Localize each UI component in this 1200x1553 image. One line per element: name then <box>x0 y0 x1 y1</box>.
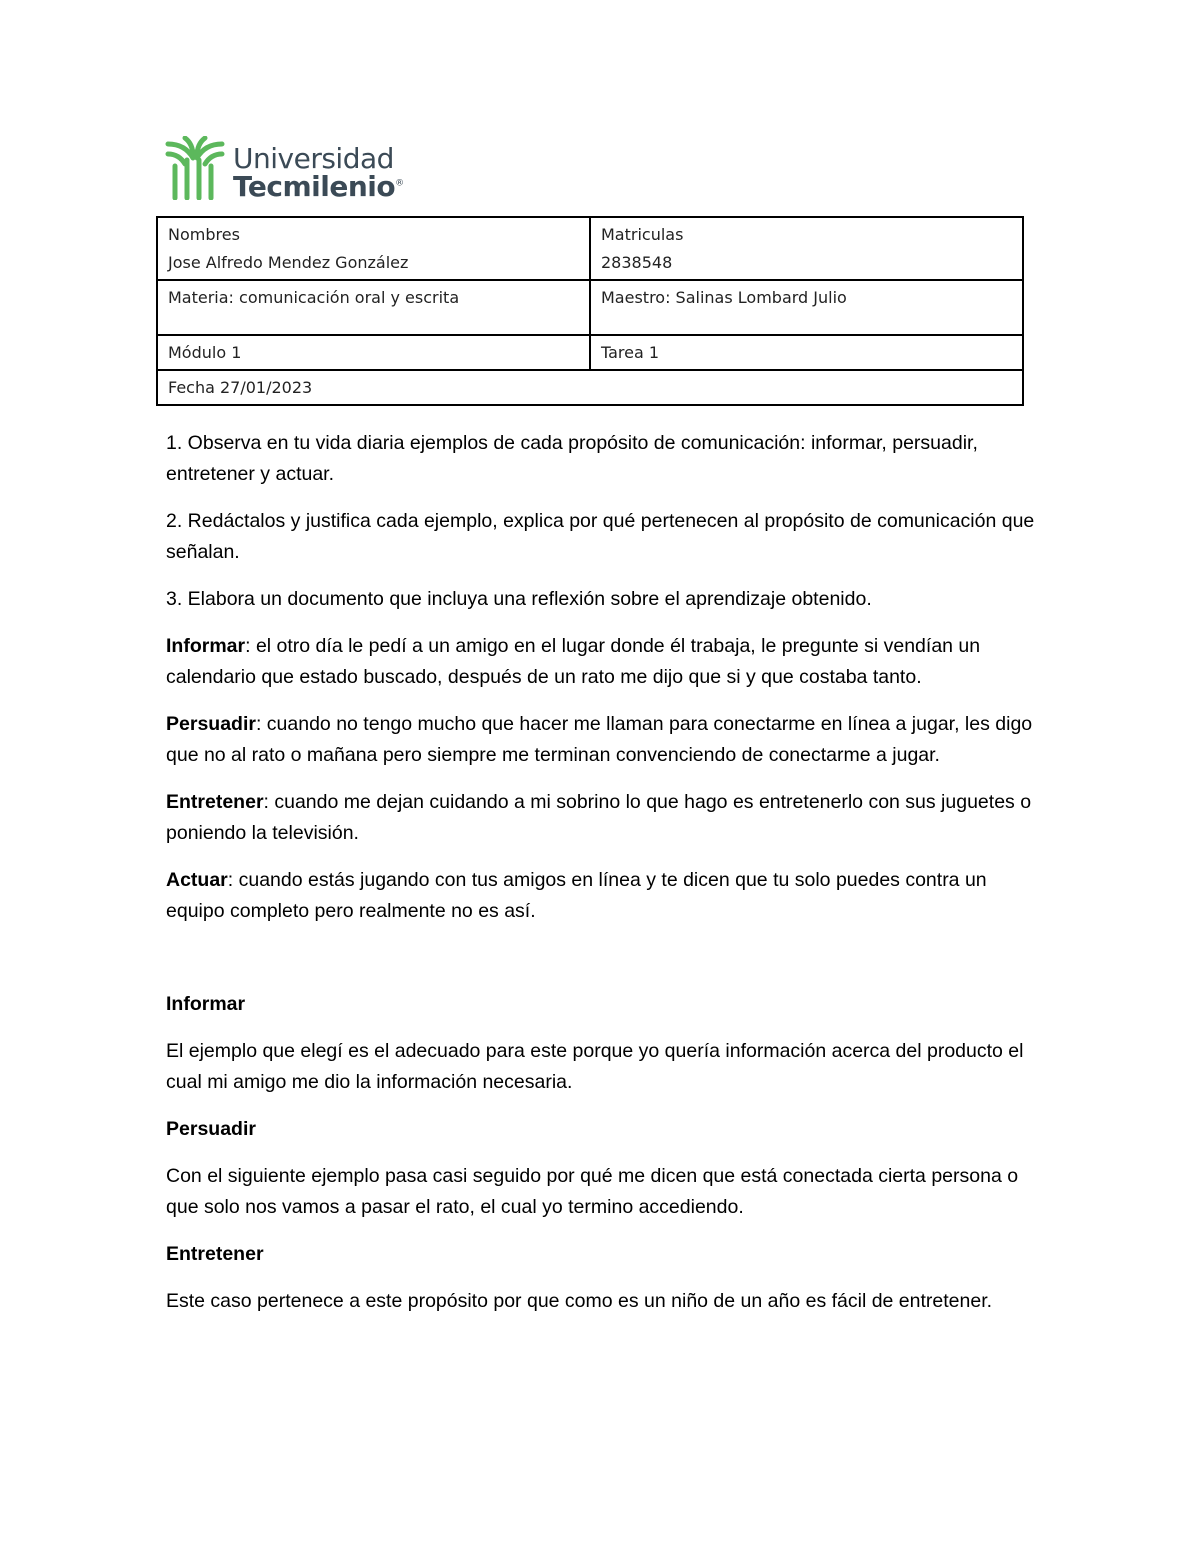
example-label: Entretener <box>166 791 264 813</box>
matriculas-cell <box>590 217 1023 280</box>
document-body <box>166 428 1046 1333</box>
instruction-1: 1. Observa en tu vida diaria ejemplos de cada propósito de comunicación: informar, persuadir, entretener y actuar. <box>166 432 978 485</box>
justification-heading: Persuadir <box>166 1118 256 1140</box>
nombres-label: Nombres <box>168 225 240 244</box>
student-info-table <box>156 216 1024 406</box>
modulo-cell: Módulo 1 <box>157 335 590 370</box>
example-text: : el otro día le pedí a un amigo en el lugar donde él trabaja, le pregunte si vendían un calendario que estado buscado, después de un rato me dijo que si y que costaba tanto. <box>166 635 981 688</box>
materia-cell: Materia: comunicación oral y escrita <box>157 280 590 335</box>
matriculas-label: Matriculas <box>601 225 684 244</box>
fecha-cell: Fecha 27/01/2023 <box>157 370 1023 405</box>
example-label: Persuadir <box>166 713 256 735</box>
maestro-cell: Maestro: Salinas Lombard Julio <box>590 280 1023 335</box>
example-text: : cuando no tengo mucho que hacer me llaman para conectarme en línea a jugar, les digo que no al rato o mañana pero siempre me terminan convenciendo de conectarme a jugar. <box>166 713 1033 766</box>
example-entretener <box>166 787 1046 849</box>
logo-line-1: Universidad <box>233 142 394 175</box>
justification-heading: Informar <box>166 993 246 1015</box>
justification-heading: Entretener <box>166 1243 264 1265</box>
example-text: : cuando me dejan cuidando a mi sobrino lo que hago es entretenerlo con sus juguetes o poniendo la televisión. <box>166 791 1032 844</box>
example-label: Informar <box>166 635 246 657</box>
logo-line-2: Tecmilenio® <box>233 170 404 203</box>
justification-text: Este caso pertenece a este propósito por que como es un niño de un año es fácil de entretener. <box>166 1290 993 1312</box>
nombres-value: Jose Alfredo Mendez González <box>168 253 409 272</box>
example-informar <box>166 631 1046 693</box>
example-text: : cuando estás jugando con tus amigos en línea y te dicen que tu solo puedes contra un equipo completo pero realmente no es así. <box>166 869 987 922</box>
spacer <box>166 943 1046 989</box>
matriculas-value: 2838548 <box>601 253 673 272</box>
instruction-3: 3. Elabora un documento que incluya una reflexión sobre el aprendizaje obtenido. <box>166 588 872 610</box>
example-actuar <box>166 865 1046 927</box>
justification-text: Con el siguiente ejemplo pasa casi seguido por qué me dicen que está conectada cierta persona o que solo nos vamos a pasar el rato, el cual yo termino accediendo. <box>166 1165 1019 1218</box>
nombres-cell <box>157 217 590 280</box>
justification-text: El ejemplo que elegí es el adecuado para este porque yo quería información acerca del producto el cual mi amigo me dio la información necesaria. <box>166 1040 1024 1093</box>
tecmilenio-leaf-icon <box>165 136 225 200</box>
university-logo <box>165 136 405 202</box>
instruction-2: 2. Redáctalos y justifica cada ejemplo, explica por qué pertenecen al propósito de comunicación que señalan. <box>166 510 1035 563</box>
example-label: Actuar <box>166 869 228 891</box>
example-persuadir <box>166 709 1046 771</box>
tarea-cell: Tarea 1 <box>590 335 1023 370</box>
